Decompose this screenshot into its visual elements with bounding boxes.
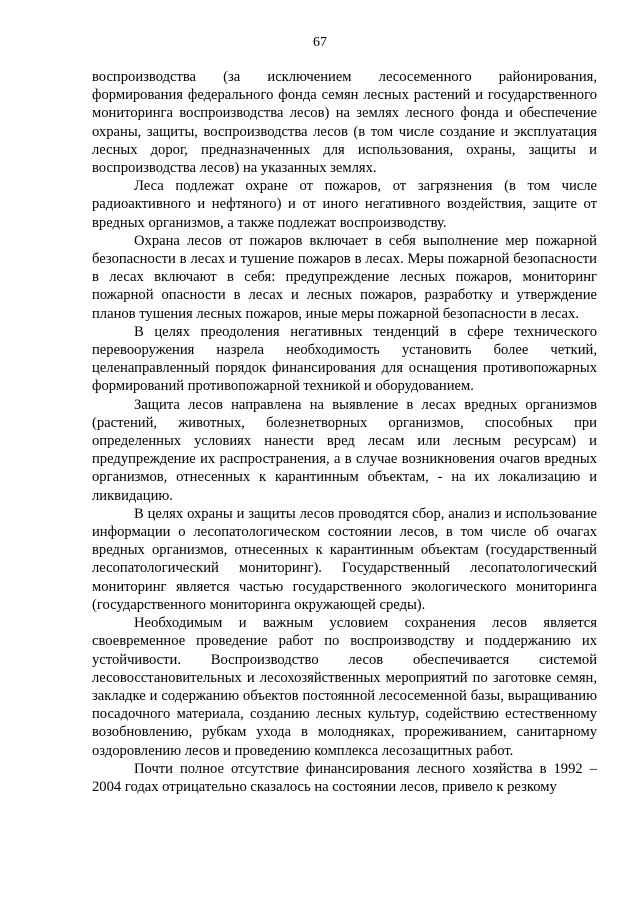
paragraph-4: В целях преодоления негативных тенденций в сфере технического перевооружения назрела необходимость установить более четкий, целенаправленный порядок финансирования для оснащения противопожарных формирований противопожарной техникой и оборудованием. xyxy=(92,323,597,395)
body-text xyxy=(92,68,597,796)
page-number: 67 xyxy=(313,35,327,50)
paragraph-7: Необходимым и важным условием сохранения лесов является своевременное проведение работ по воспроизводству и поддержанию их устойчивости. Воспроизводство лесов обеспечивается системой лесовосстановительных и лесохозяйственных мероприятий по заготовке семян, закладке и содержанию объектов постоянной лесосеменной базы, выращиванию посадочного материала, созданию лесных культур, содействию естественному возобновлению, рубкам ухода в молодняках, прореживанием, санитарному оздоровлению лесов и проведению комплекса лесозащитных работ. xyxy=(92,615,597,759)
paragraph-3: Охрана лесов от пожаров включает в себя выполнение мер пожарной безопасности в лесах и тушение пожаров в лесах. Меры пожарной безопасности в лесах включают в себя: предупреждение лесных пожаров, мониторинг пожарной опасности в лесах и лесных пожаров, разработку и утверждение планов тушения лесных пожаров, иные меры пожарной безопасности в лесах. xyxy=(92,232,597,322)
paragraph-6: В целях охраны и защиты лесов проводятся сбор, анализ и использование информации о лесопатологическом состоянии лесов, в том числе об очагах вредных организмов, отнесенных к карантинным объектам (государственный лесопатологический мониторинг). Государственный лесопатологический мониторинг является частью государственного экологического мониторинга (государственного мониторинга окружающей среды). xyxy=(92,505,597,613)
paragraph-8: Почти полное отсутствие финансирования лесного хозяйства в 1992 – 2004 годах отрицательно сказалось на состоянии лесов, привело к резкому xyxy=(92,760,597,795)
paragraph-2: Леса подлежат охране от пожаров, от загрязнения (в том числе радиоактивного и нефтяного) и от иного негативного воздействия, защите от вредных организмов, а также подлежат воспроизводству. xyxy=(92,178,597,231)
paragraph-5: Защита лесов направлена на выявление в лесах вредных организмов (растений, животных, болезнетворных организмов, способных при определенных условиях нанести вред лесам или лесным ресурсам) и предупреждение их распространения, а в случае возникновения очагов вредных организмов, отнесенных к карантинным объектам, - на их локализацию и ликвидацию. xyxy=(92,396,597,504)
paragraph-1: воспроизводства (за исключением лесосеменного районирования, формирования федерального фонда семян лесных растений и государственного мониторинга воспроизводства лесов) на землях лесного фонда и обеспечение охраны, защиты, воспроизводства лесов (в том числе создание и эксплуатация лесных дорог, предназначенных для использования, охраны, защиты и воспроизводства лесов) на указанных землях. xyxy=(92,69,597,177)
